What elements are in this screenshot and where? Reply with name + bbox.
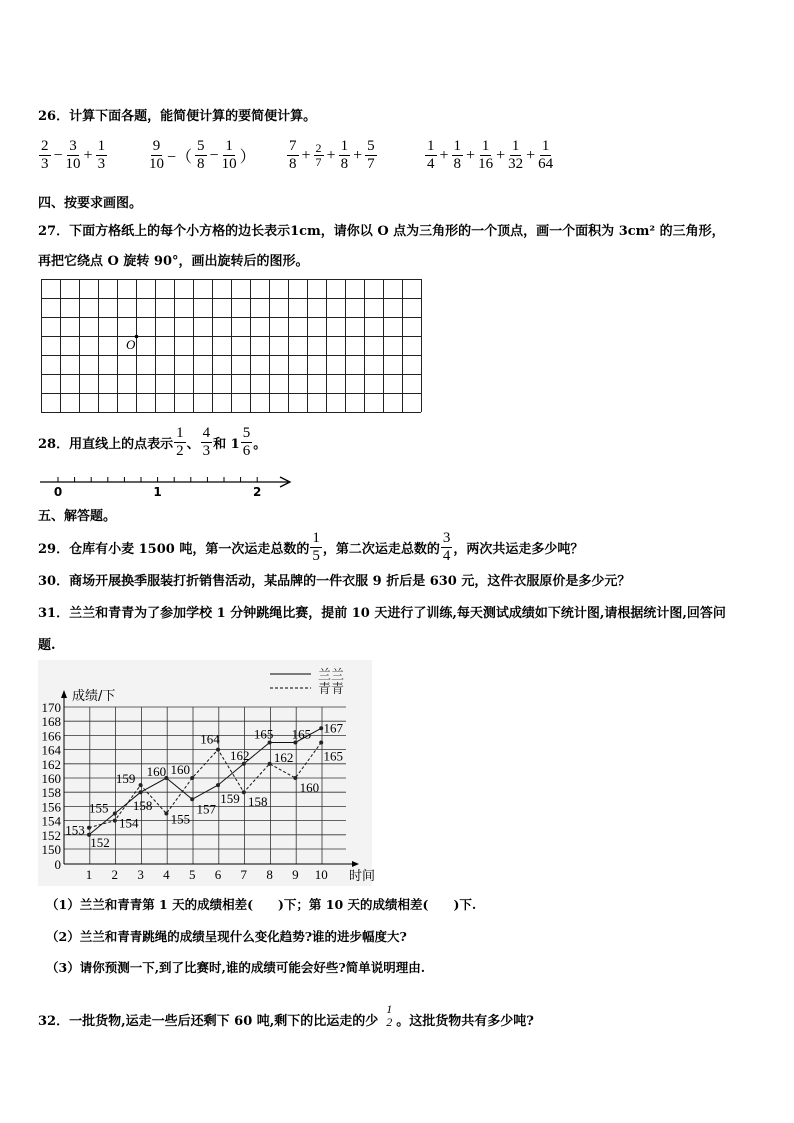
y-tick-label: 150: [41, 842, 61, 857]
x-tick-label: 4: [163, 867, 170, 882]
q31-line1: 31．兰兰和青青为了参加学校 1 分钟跳绳比赛，提前 10 天进行了训练,每天测试成绩如下统计图,请根据统计图,回答问: [38, 606, 726, 621]
q27-line1: 27．下面方格纸上的每个小方格的边长表示1cm，请你以 O 点为三角形的一个顶点，画一个面积为 3cm² 的三角形，: [38, 224, 725, 239]
operator: +: [301, 146, 311, 164]
number-line[interactable]: [36, 470, 296, 498]
y-tick-label: 158: [41, 785, 61, 801]
fraction: $\frac{1}{8}$: [453, 138, 462, 172]
data-point: [87, 826, 91, 830]
data-label: 152: [90, 834, 110, 850]
q31-sub2: （2）兰兰和青青跳绳的成绩呈现什么变化趋势?谁的进步幅度大?: [46, 929, 407, 944]
q26-title: 26．计算下面各题，能简便计算的要简便计算。: [38, 109, 317, 124]
q31-sub3: （3）请你预测一下,到了比赛时,谁的成绩可能会好些?简单说明理由.: [46, 960, 426, 975]
y-tick-label: 168: [41, 714, 61, 730]
data-label: 155: [170, 811, 191, 827]
data-point: [242, 790, 246, 794]
data-point: [139, 783, 143, 787]
section4-heading: 四、按要求画图。: [38, 196, 143, 211]
y-tick-label: 154: [41, 813, 61, 829]
operator: ）: [239, 149, 256, 166]
x-axis-arrow: [352, 861, 359, 867]
x-tick-label: 6: [214, 867, 222, 882]
data-label: 160: [146, 764, 167, 779]
y-tick-label: 160: [41, 771, 61, 786]
y-tick-label: 0: [54, 857, 61, 872]
data-point: [216, 748, 220, 752]
fraction: $\frac{9}{10}$: [149, 138, 164, 172]
data-point: [113, 812, 117, 816]
square-grid[interactable]: [41, 279, 423, 415]
fraction: $\frac{1}{2}$: [176, 425, 184, 459]
section5-heading: 五、解答题。: [38, 509, 117, 524]
data-point: [139, 790, 143, 794]
fraction: 1 2: [386, 1002, 393, 1029]
q32-text: [38, 1003, 534, 1029]
q29-part: 29．仓库有小麦 1500 吨，第一次运走总数的: [38, 542, 310, 557]
operator: −: [209, 146, 219, 164]
x-axis-label: 时间: [349, 869, 376, 884]
q29-part: ，两次共运走多少吨？: [453, 542, 584, 557]
legend-label-1: 兰兰: [318, 668, 345, 683]
data-point: [190, 797, 194, 801]
y-tick-label: 166: [41, 728, 61, 744]
operator: +: [83, 146, 93, 164]
fraction: $\frac{1}{5}$: [312, 530, 320, 564]
expression-3: [286, 138, 378, 173]
operator: +: [353, 146, 363, 164]
fraction: $\frac{7}{8}$: [289, 138, 297, 172]
data-label: 154: [119, 815, 139, 831]
x-tick-label: 2: [111, 867, 119, 882]
fraction: $\frac{1}{8}$: [340, 138, 349, 172]
q29-part: ，第二次运走总数的: [322, 542, 440, 557]
q31-sub1: （1）兰兰和青青第 1 天的成绩相差( )下；第 10 天的成绩相差( )下.: [46, 897, 477, 912]
fraction: $\frac{3}{4}$: [442, 530, 451, 564]
data-point: [190, 776, 194, 780]
data-label: 162: [273, 749, 294, 765]
data-label: 165: [323, 748, 343, 764]
fraction: $\frac{1}{4}$: [427, 138, 435, 172]
operator: +: [439, 146, 449, 164]
q32-part: 。这批货物共有多少吨?: [396, 1014, 534, 1029]
fraction: $\frac{5}{8}$: [197, 138, 205, 172]
fraction: $\frac{1}{3}$: [97, 138, 106, 172]
data-label: 158: [248, 794, 268, 810]
data-point: [113, 819, 117, 823]
fraction: $\frac{5}{6}$: [242, 425, 251, 459]
q31-line2: 题.: [38, 638, 56, 653]
tick-label: 1: [153, 485, 162, 499]
data-label: 160: [299, 780, 320, 795]
x-tick-label: 10: [314, 867, 328, 882]
data-point: [293, 776, 297, 780]
operator: +: [326, 146, 336, 164]
data-point: [268, 762, 272, 766]
fraction: $\frac{1}{16}$: [478, 138, 494, 172]
q28-end: 。: [253, 437, 267, 452]
fraction: $\frac{4}{3}$: [202, 425, 211, 459]
data-point: [216, 783, 220, 787]
tick-label: 2: [253, 485, 262, 499]
operator: +: [526, 146, 536, 164]
y-axis-arrow: [61, 690, 67, 698]
operator: +: [496, 146, 506, 164]
q28-prefix: 28．用直线上的点表示: [38, 437, 174, 452]
operator: −: [53, 146, 63, 164]
x-tick-label: 8: [266, 867, 273, 882]
operator: −（: [167, 149, 193, 166]
q28-sep: 、: [186, 437, 200, 452]
x-tick-label: 9: [292, 867, 299, 882]
x-tick-label: 5: [188, 867, 196, 882]
q28-and: 和 1: [213, 437, 240, 452]
data-label: 167: [323, 720, 343, 736]
expression-2: [148, 138, 258, 173]
legend-label-2: 青青: [318, 682, 345, 697]
y-tick-label: 164: [41, 742, 61, 758]
q32-part: 32．一批货物,运走一些后还剩下 60 吨,剩下的比运走的少: [38, 1014, 379, 1029]
fraction: $\frac{1}{32}$: [508, 138, 524, 172]
operator: +: [466, 146, 476, 164]
line-chart: [38, 660, 376, 886]
data-label: 157: [196, 801, 216, 817]
q28-text: [38, 425, 266, 460]
data-label: 165: [253, 726, 274, 742]
x-tick-label: 3: [137, 867, 144, 882]
data-label: 164: [200, 731, 220, 747]
tick-label: 0: [53, 485, 63, 499]
data-point: [164, 812, 168, 816]
expression-4: [424, 138, 554, 173]
y-tick-label: 152: [41, 827, 61, 843]
fraction: $\frac{2}{7}$: [315, 141, 322, 169]
data-label: 162: [230, 747, 250, 763]
fraction: $\frac{1}{64}$: [538, 138, 554, 172]
data-label: 153: [65, 822, 85, 838]
fraction: $\frac{3}{10}$: [65, 138, 81, 172]
data-label: 159: [115, 771, 136, 787]
point-o-label: O: [126, 337, 136, 352]
expression-1: [38, 138, 108, 173]
y-axis-label: 成绩/下: [72, 689, 116, 704]
y-tick-label: 162: [41, 756, 61, 772]
data-label: 159: [220, 791, 240, 807]
y-tick-label: 156: [41, 799, 61, 815]
fraction: $\frac{2}{3}$: [41, 138, 49, 172]
data-label: 158: [132, 798, 153, 814]
x-tick-label: 7: [240, 867, 248, 882]
fraction: $\frac{5}{7}$: [367, 138, 375, 172]
data-label: 160: [170, 762, 190, 777]
fraction: $\frac{1}{10}$: [221, 138, 237, 172]
q29-text: [38, 530, 583, 565]
data-point: [319, 741, 323, 745]
q27-line2: 再把它绕点 O 旋转 90°，画出旋转后的图形。: [38, 254, 309, 269]
data-label: 155: [89, 800, 109, 816]
x-tick-label: 1: [85, 867, 93, 882]
data-label: 165: [291, 726, 312, 742]
q30-text: 30．商场开展换季服装打折销售活动，某品牌的一件衣服 9 折后是 630 元，这件衣服原价是多少元？: [38, 574, 631, 589]
y-tick-label: 170: [41, 700, 61, 715]
